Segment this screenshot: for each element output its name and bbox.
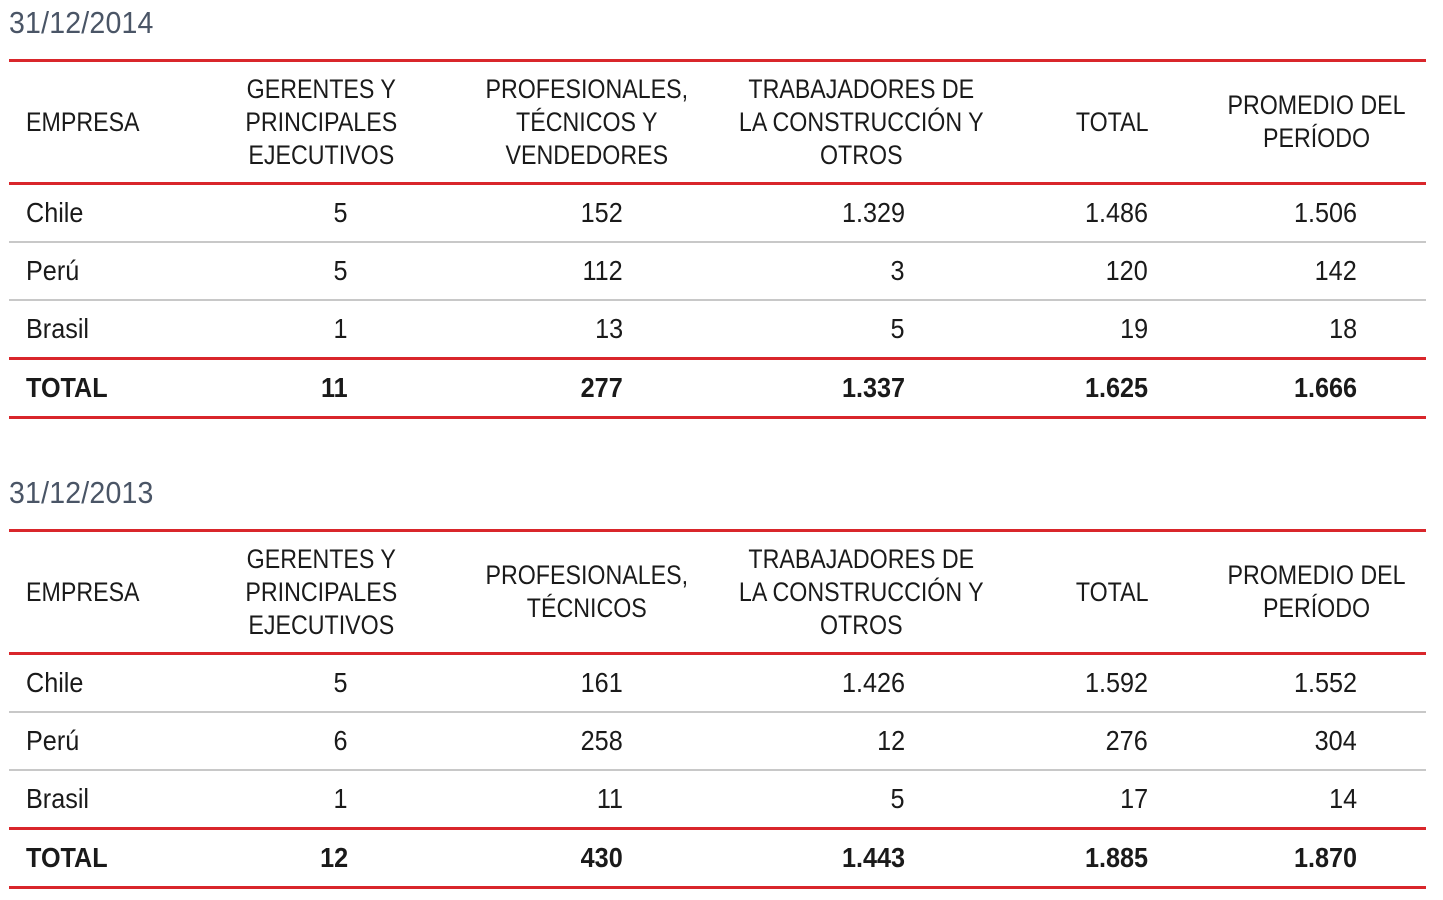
header-line: PROFESIONALES, <box>485 73 688 104</box>
cell-profesionales: 13 <box>454 300 719 359</box>
cell-empresa: Brasil <box>9 300 189 359</box>
cell-empresa: TOTAL <box>9 829 189 888</box>
cell-empresa: Perú <box>9 712 189 770</box>
cell-total: 1.885 <box>1002 829 1207 888</box>
cell-trabajadores: 1.329 <box>719 184 1002 243</box>
table-row-chile <box>9 654 1426 713</box>
header-line: EJECUTIVOS <box>248 139 395 170</box>
cell-trabajadores: 1.337 <box>719 359 1002 418</box>
header-line: TRABAJADORES DE <box>748 543 975 574</box>
cell-total: 17 <box>1002 770 1207 829</box>
cell-promedio: 1.870 <box>1207 829 1426 888</box>
cell-total: 1.625 <box>1002 359 1207 418</box>
cell-gerentes: 5 <box>189 184 454 243</box>
header-line: TÉCNICOS Y <box>515 106 658 137</box>
staff-table-section-2013 <box>9 470 1426 889</box>
cell-promedio: 142 <box>1207 242 1426 300</box>
cell-trabajadores: 3 <box>719 242 1002 300</box>
table-total-row <box>9 829 1426 888</box>
cell-total: 276 <box>1002 712 1207 770</box>
staff-table-section-2014 <box>9 0 1426 419</box>
cell-profesionales: 277 <box>454 359 719 418</box>
header-line: PERÍODO <box>1262 593 1371 623</box>
cell-trabajadores: 1.426 <box>719 654 1002 713</box>
cell-profesionales: 112 <box>454 242 719 300</box>
header-line: TÉCNICOS <box>526 593 647 623</box>
section-date-title: 31/12/2014 <box>9 5 154 40</box>
header-line: VENDEDORES <box>505 139 668 170</box>
staff-table <box>9 529 1426 889</box>
header-profesionales <box>454 61 719 184</box>
header-line: GERENTES Y <box>246 73 397 104</box>
table-row-chile <box>9 184 1426 243</box>
cell-promedio: 18 <box>1207 300 1426 359</box>
header-line: GERENTES Y <box>246 543 397 574</box>
cell-profesionales: 258 <box>454 712 719 770</box>
header-line: PRINCIPALES <box>245 106 398 137</box>
cell-gerentes: 11 <box>189 359 454 418</box>
table-row-brasil <box>9 770 1426 829</box>
cell-empresa: Brasil <box>9 770 189 829</box>
header-row <box>9 61 1426 184</box>
cell-promedio: 1.552 <box>1207 654 1426 713</box>
table-row-peru <box>9 712 1426 770</box>
header-line: LA CONSTRUCCIÓN Y <box>738 106 984 137</box>
header-line: PRINCIPALES <box>245 576 398 607</box>
cell-empresa: TOTAL <box>9 359 189 418</box>
header-empresa: EMPRESA <box>9 531 189 654</box>
cell-empresa: Chile <box>9 184 189 243</box>
header-empresa: EMPRESA <box>9 61 189 184</box>
table-total-row <box>9 359 1426 418</box>
cell-profesionales: 161 <box>454 654 719 713</box>
cell-gerentes: 1 <box>189 770 454 829</box>
header-line: OTROS <box>819 139 903 170</box>
cell-trabajadores: 1.443 <box>719 829 1002 888</box>
staff-table <box>9 59 1426 419</box>
header-line: PROMEDIO DEL <box>1227 90 1406 120</box>
header-promedio <box>1207 61 1426 184</box>
header-line: PROMEDIO DEL <box>1227 560 1406 590</box>
cell-gerentes: 12 <box>189 829 454 888</box>
header-line: PERÍODO <box>1262 123 1371 153</box>
header-trabajadores <box>719 531 1002 654</box>
header-line: EJECUTIVOS <box>248 609 395 640</box>
header-trabajadores <box>719 61 1002 184</box>
table-row-brasil <box>9 300 1426 359</box>
cell-trabajadores: 5 <box>719 770 1002 829</box>
header-profesionales <box>454 531 719 654</box>
cell-gerentes: 6 <box>189 712 454 770</box>
header-line: OTROS <box>819 609 903 640</box>
header-line: LA CONSTRUCCIÓN Y <box>738 576 984 607</box>
header-gerentes <box>189 61 454 184</box>
header-line: TRABAJADORES DE <box>748 73 975 104</box>
cell-trabajadores: 5 <box>719 300 1002 359</box>
table-row-peru <box>9 242 1426 300</box>
cell-gerentes: 1 <box>189 300 454 359</box>
cell-promedio: 304 <box>1207 712 1426 770</box>
cell-total: 120 <box>1002 242 1207 300</box>
header-total: TOTAL <box>1002 531 1207 654</box>
cell-trabajadores: 12 <box>719 712 1002 770</box>
cell-total: 1.592 <box>1002 654 1207 713</box>
cell-promedio: 1.506 <box>1207 184 1426 243</box>
header-line: PROFESIONALES, <box>485 560 688 590</box>
cell-profesionales: 152 <box>454 184 719 243</box>
cell-gerentes: 5 <box>189 242 454 300</box>
cell-empresa: Chile <box>9 654 189 713</box>
cell-profesionales: 430 <box>454 829 719 888</box>
header-total: TOTAL <box>1002 61 1207 184</box>
cell-profesionales: 11 <box>454 770 719 829</box>
header-promedio <box>1207 531 1426 654</box>
cell-promedio: 1.666 <box>1207 359 1426 418</box>
cell-gerentes: 5 <box>189 654 454 713</box>
cell-empresa: Perú <box>9 242 189 300</box>
cell-promedio: 14 <box>1207 770 1426 829</box>
header-gerentes <box>189 531 454 654</box>
cell-total: 1.486 <box>1002 184 1207 243</box>
cell-total: 19 <box>1002 300 1207 359</box>
header-row <box>9 531 1426 654</box>
section-date-title: 31/12/2013 <box>9 475 154 510</box>
